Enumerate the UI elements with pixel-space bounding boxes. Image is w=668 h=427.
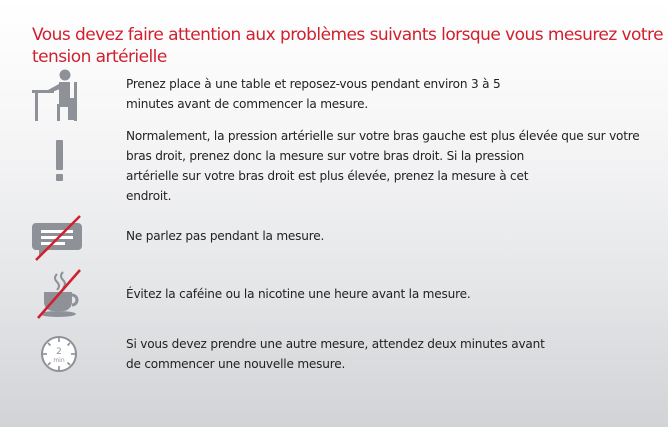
tip-wait [0,328,668,384]
timer-value: 2 [56,347,62,357]
tip-text: Prenez place à une table et reposez-vous pendant environ 3 à 5 minutes avant de commencer la mesure. [126,77,501,111]
timer-unit: min [53,357,65,364]
tip-text: Évitez la caféine ou la nicotine une heure avant la mesure. [126,287,471,301]
tip-no-talking [0,210,668,266]
no-talking-icon [30,212,84,266]
tip-rest [0,66,668,126]
tip-text: Si vous devez prendre une autre mesure, attendez deux minutes avant de commencer une nouvelle mesure. [126,337,545,371]
exclamation-icon [30,134,84,188]
tip-no-caffeine [0,266,668,322]
tip-text: Ne parlez pas pendant la mesure. [126,229,325,243]
tip-text: Normalement, la pression artérielle sur votre bras gauche est plus élevée que sur votre bras droit, prenez donc la mesure sur votre bras droit. Si la pression artérielle sur votre bras droit est plus élevée, prenez la mesure à cet endroit. [126,129,640,203]
seated-person-icon [30,68,84,122]
tip-right-arm [0,126,668,210]
page-title: Vous devez faire attention aux problèmes suivants lorsque vous mesurez votre tension artérielle [32,25,663,67]
no-coffee-icon [30,266,84,320]
timer-icon [30,328,84,382]
